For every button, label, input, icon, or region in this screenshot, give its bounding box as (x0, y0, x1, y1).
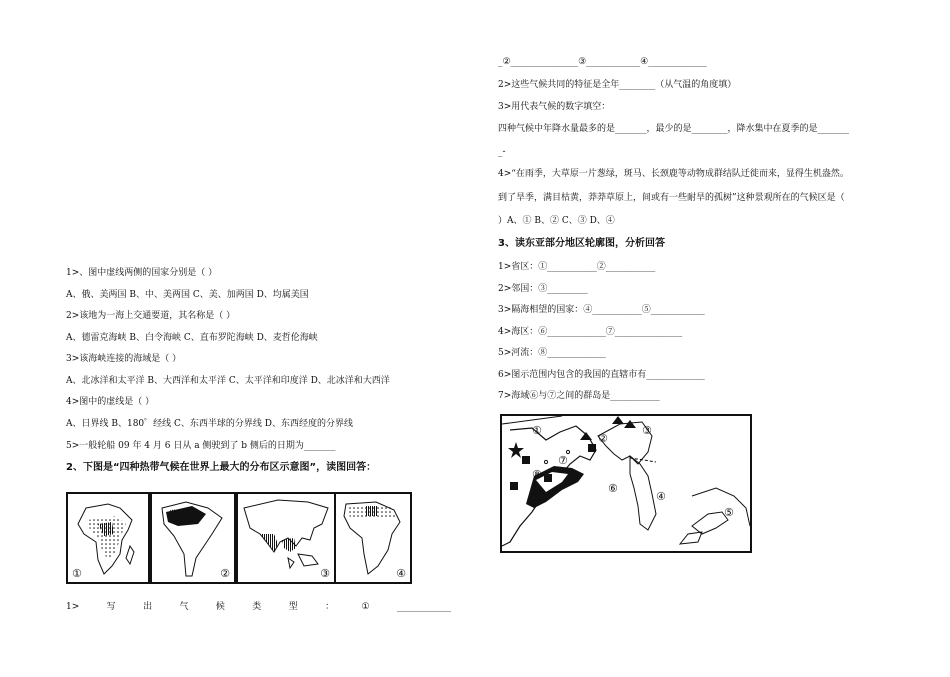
q2-4-cont: 到了旱季，满目枯黄，莽莽草原上，间或有一些耐旱的孤树”这种景观所在的气候区是（ (498, 193, 845, 203)
q2-3-text: 四种气候中年降水量最多的是_______，最少的是________，降水集中在夏季的是_______ (498, 124, 850, 134)
q2-2: 2>这些气候共同的特征是全年________（从气温的角度填） (498, 80, 737, 90)
q2-3-tail: _- (498, 147, 506, 157)
q2-1-char: 写 (106, 602, 116, 612)
q2-1-number: 1> (66, 602, 80, 612)
q3-2: 2>邻国：③_________ (498, 284, 588, 294)
q3-5: 5>河流：⑧_____________ (498, 348, 606, 358)
q2-1-line (66, 601, 451, 613)
q1-4: 4>图中的虚线是（ ） (66, 397, 155, 407)
q3-6: 6>图示范围内包含的我国的直辖市有_____________ (498, 370, 705, 380)
map-label-3: ③ (320, 567, 330, 580)
east-asia-label-7: ⑦ (558, 454, 568, 467)
map-label-1: ① (72, 567, 82, 580)
map-africa (66, 492, 150, 584)
q2-1-char: 类 (252, 602, 262, 612)
q3-4: 4>海区：⑥_____________⑦_______________ (498, 327, 683, 337)
east-asia-label-5: ⑤ (724, 506, 734, 519)
section3-heading: 3、读东亚部分地区轮廓图，分析回答 (498, 238, 665, 249)
q2-4-options: ）A、① B、② C、③ D、④ (498, 216, 615, 226)
q2-4: 4>“在雨季，大草原一片葱绿，斑马、长颈鹿等动物成群结队迁徙而来，显得生机盎然。 (498, 169, 849, 179)
east-asia-label-8: ⑧ (532, 468, 542, 481)
east-asia-label-1: ① (532, 424, 542, 437)
q2-1-char: 出 (143, 602, 153, 612)
q3-3: 3>隔海相望的国家：④___________⑤____________ (498, 305, 705, 315)
q1-3-options: A、北冰洋和太平洋 B、大西洋和太平洋 C、太平洋和印度洋 D、北冰洋和大西洋 (66, 376, 390, 386)
q1-4-options: A、日界线 B、180゜经线 C、东西半球的分界线 D、东西经度的分界线 (66, 419, 353, 429)
q1-1: 1>、图中虚线两侧的国家分别是（ ） (66, 268, 218, 278)
map-africa-2 (334, 492, 412, 584)
q1-1-options: A、俄、美两国 B、中、美两国 C、美、加两国 D、均属美国 (66, 290, 309, 300)
east-asia-label-6: ⑥ (608, 482, 618, 495)
q2-1-char: 候 (215, 602, 225, 612)
map-east-asia (500, 414, 752, 553)
section2-heading: 2、下图是“四种热带气候在世界上最大的分布区示意图”，读图回答： (66, 462, 377, 473)
q2-1-blank: ____________ (396, 602, 451, 612)
east-asia-label-4: ④ (656, 490, 666, 503)
q1-2-options: A、德雷克海峡 B、白令海峡 C、直布罗陀海峡 D、麦哲伦海峡 (66, 333, 318, 343)
q2-1-char: 气 (179, 602, 189, 612)
q2-1-colon: ： (325, 602, 335, 612)
q1-3: 3>该海峡连接的海域是（ ） (66, 354, 182, 364)
q3-1: 1>省区：①___________②___________ (498, 262, 656, 272)
q2-1-continued: _②_______________③____________④_____________ (498, 57, 707, 67)
q3-7: 7>海域⑥与⑦之间的群岛是___________ (498, 391, 660, 401)
q1-2: 2>该地为一海上交通要道，其名称是（ ） (66, 311, 236, 321)
q1-5: 5>一般轮船 09 年 4 月 6 日从 a 侧驶到了 b 侧后的日期为_______ (66, 441, 336, 451)
q2-1-char: 型 (288, 602, 298, 612)
map-label-2: ② (220, 567, 230, 580)
map-south-asia (236, 492, 336, 584)
map-south-america (150, 492, 236, 584)
east-asia-label-3: ③ (642, 424, 652, 437)
q2-1-circle-1: ① (361, 602, 370, 612)
map-label-4: ④ (396, 567, 406, 580)
q2-3: 3>用代表气候的数字填空： (498, 102, 611, 112)
east-asia-label-2: ② (598, 432, 608, 445)
